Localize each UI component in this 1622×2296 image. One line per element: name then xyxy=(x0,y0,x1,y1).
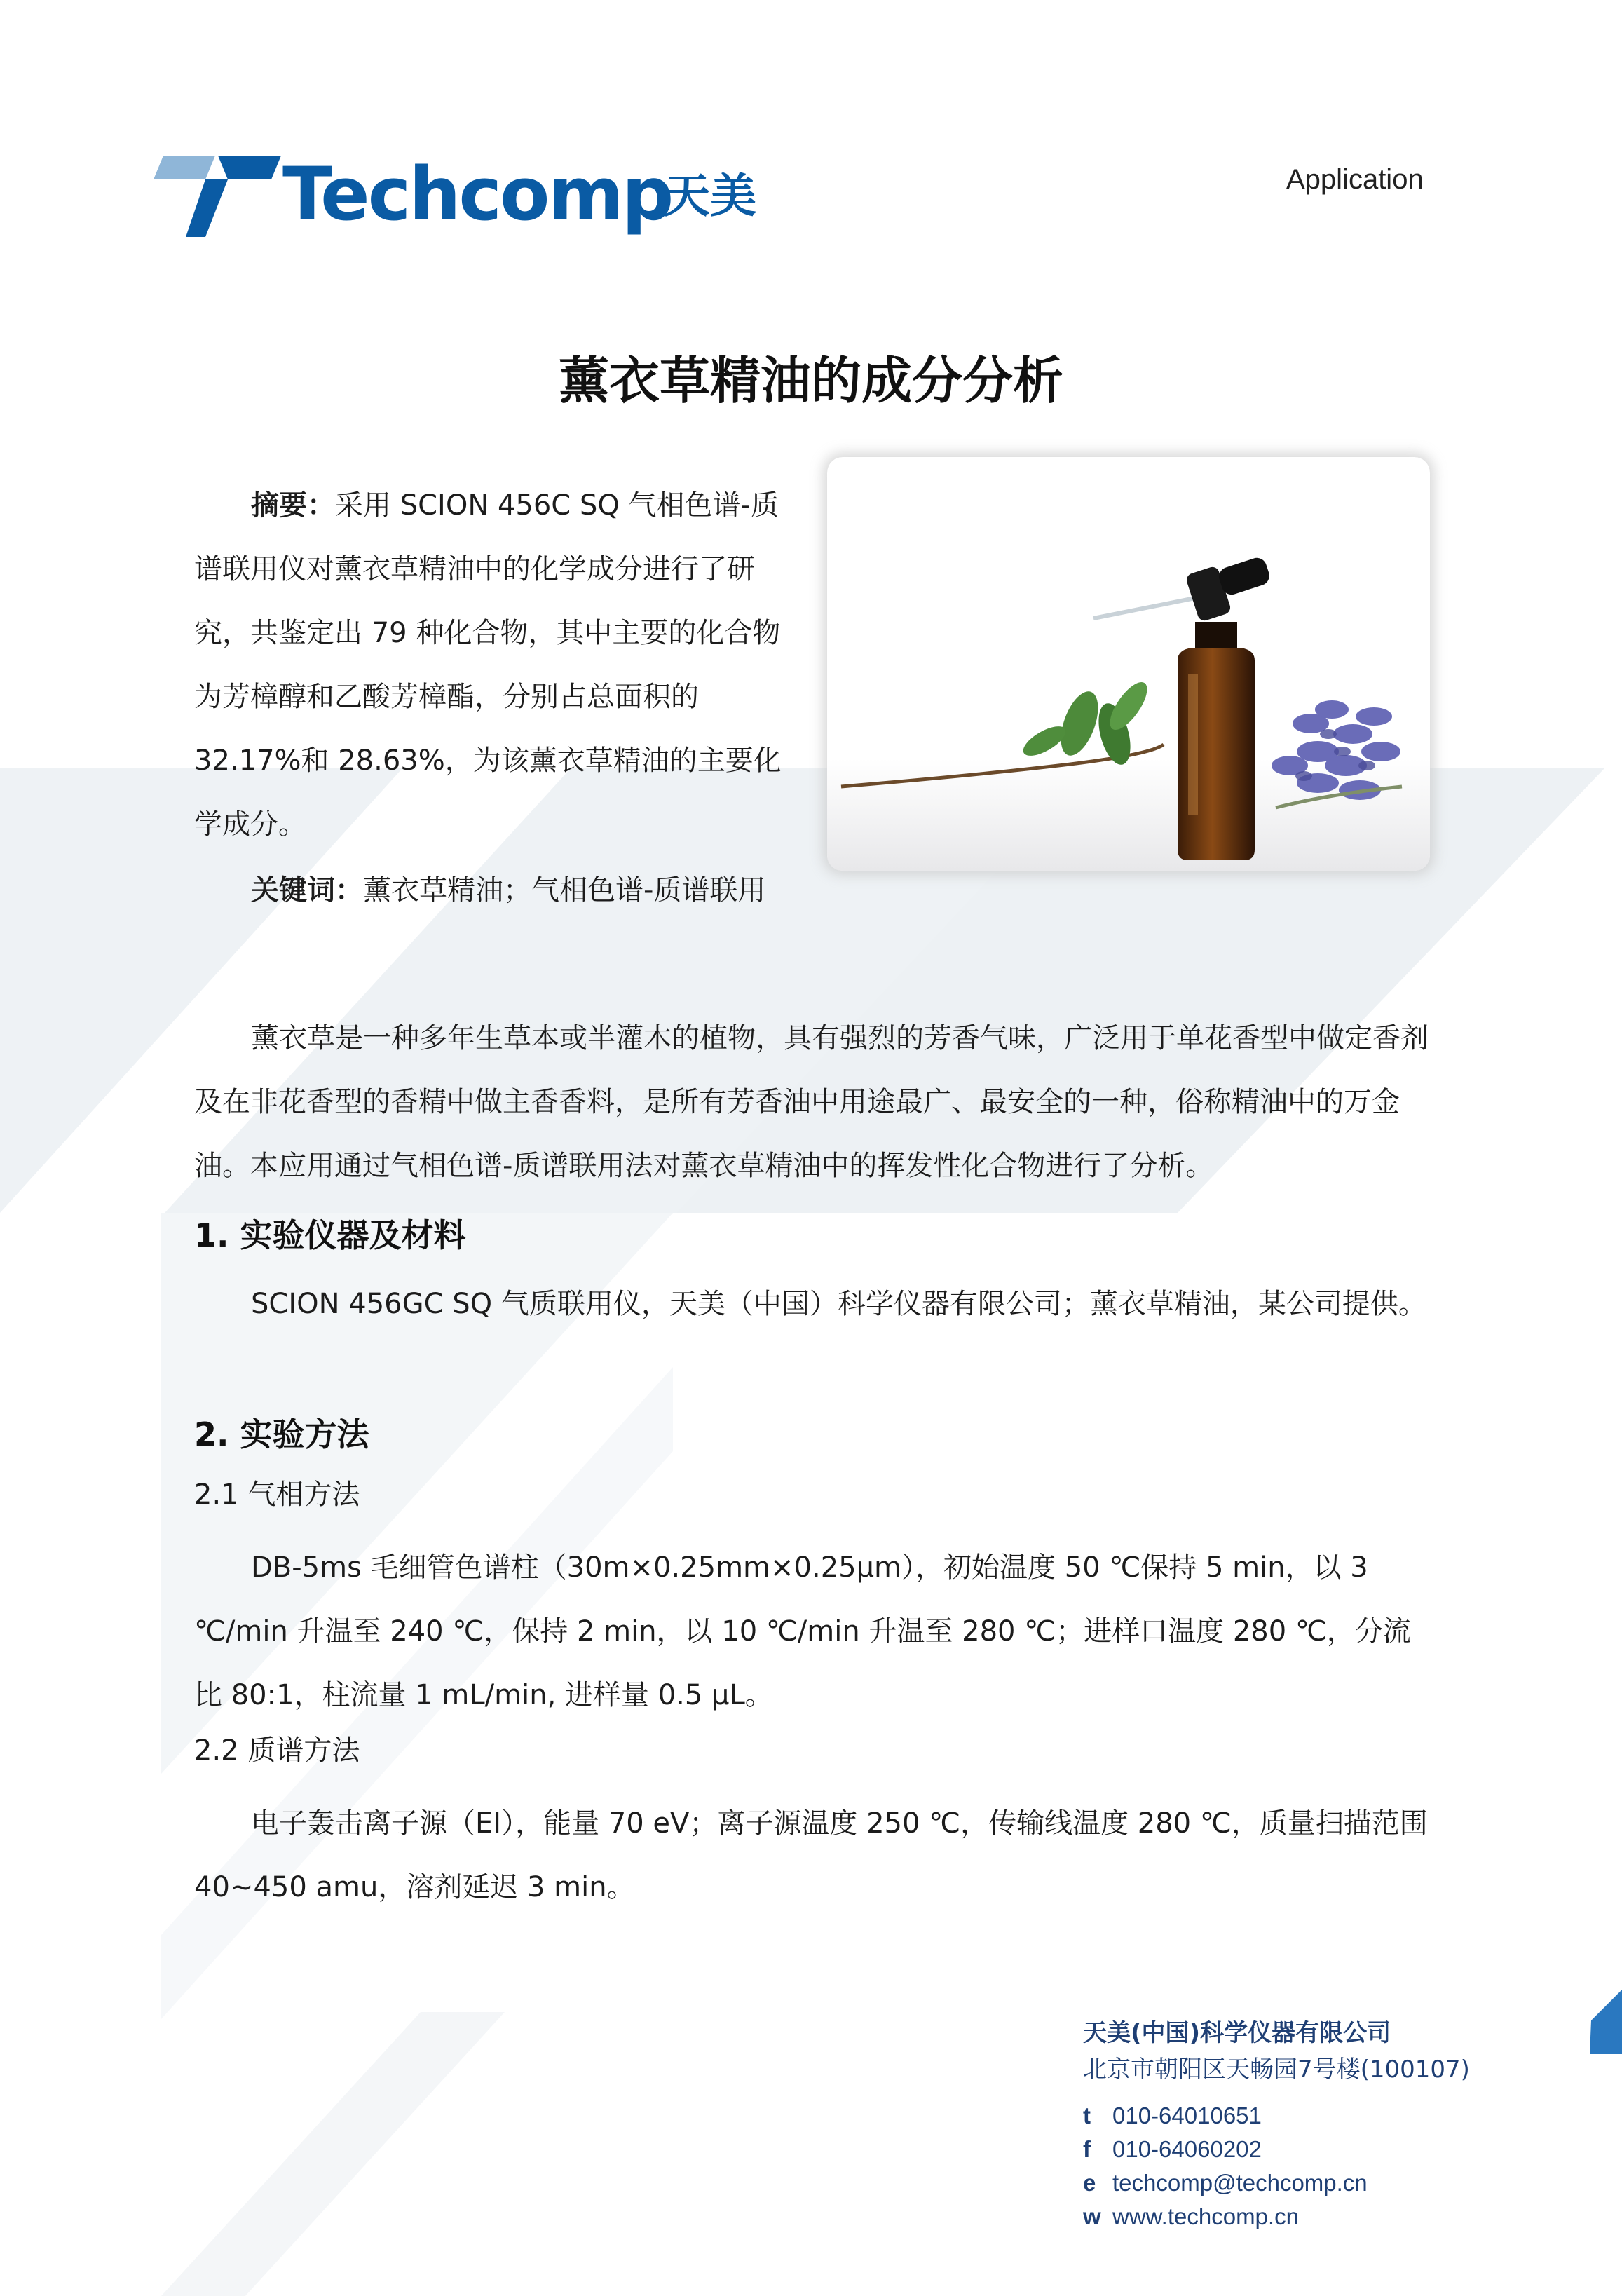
logo-wordmark: Techcomp xyxy=(282,151,672,237)
keywords-label: 关键词： xyxy=(251,874,363,906)
section2-heading: 2. 实验方法 xyxy=(194,1415,369,1453)
techcomp-logo xyxy=(151,147,768,245)
abstract-paragraph xyxy=(194,474,797,857)
contact-list xyxy=(1083,2099,1518,2234)
logo-chinese: 天美 xyxy=(664,169,756,223)
application-label: Application xyxy=(1286,164,1424,195)
keywords-text: 薰衣草精油；气相色谱-质谱联用 xyxy=(363,874,766,906)
essential-oil-bottle-lavender-photo-icon xyxy=(827,457,1430,871)
page-title: 薰衣草精油的成分分析 xyxy=(558,351,1063,410)
contact-key: t xyxy=(1083,2103,1091,2128)
contact-key: f xyxy=(1083,2136,1091,2162)
abstract-label: 摘要： xyxy=(251,489,335,522)
ms-method-subheading: 2.2 质谱方法 xyxy=(194,1734,360,1767)
section1-text: SCION 456GC SQ 气质联用仪，天美（中国）科学仪器有限公司；薰衣草精油，某公司提供。 xyxy=(251,1288,1426,1320)
logo-mark-icon xyxy=(151,147,291,238)
contact-key: e xyxy=(1083,2170,1096,2196)
section1-heading: 1. 实验仪器及材料 xyxy=(194,1216,466,1254)
contact-fax xyxy=(1083,2133,1518,2166)
abstract-text: 采用 SCION 456C SQ 气相色谱-质谱联用仪对薰衣草精油中的化学成分进行了研究，共鉴定出 79 种化合物，其中主要的化合物为芳樟醇和乙酸芳樟酯，分别占总面积的 32.17%和 28.63%，为该薰衣草精油的主要化学成分。 xyxy=(194,489,782,841)
contact-phone xyxy=(1083,2099,1518,2133)
contact-value[interactable]: www.techcomp.cn xyxy=(1112,2203,1299,2229)
contact-value[interactable]: techcomp@techcomp.cn xyxy=(1112,2170,1368,2196)
gc-method-subheading: 2.1 气相方法 xyxy=(194,1479,360,1511)
abstract-block xyxy=(194,474,797,857)
company-name: 天美(中国)科学仪器有限公司 xyxy=(1083,2019,1391,2047)
contact-value: 010-64010651 xyxy=(1112,2103,1262,2128)
essential-oil-photo xyxy=(827,457,1430,871)
contact-website[interactable] xyxy=(1083,2200,1518,2234)
contact-key: w xyxy=(1083,2203,1101,2229)
contact-email[interactable] xyxy=(1083,2166,1518,2200)
gc-method-text: DB-5ms 毛细管色谱柱（30m×0.25mm×0.25μm），初始温度 50 ℃保持 5 min，以 3 ℃/min 升温至 240 ℃，保持 2 min，以 10 ℃/min 升温至 280 ℃；进样口温度 280 ℃，分流比 80:1，柱流量 1 mL/min, 进样量 0.5 μL。 xyxy=(194,1551,1411,1711)
company-address: 北京市朝阳区天畅园7号楼(100107) xyxy=(1083,2056,1470,2084)
footer-contact xyxy=(1083,2016,1518,2234)
intro-paragraph: 薰衣草是一种多年生草本或半灌木的植物，具有强烈的芳香气味，广泛用于单花香型中做定香剂及在非花香型的香精中做主香香料，是所有芳香油中用途最广、最安全的一种，俗称精油中的万金油。本应用通过气相色谱-质谱联用法对薰衣草精油中的挥发性化合物进行了分析。 xyxy=(194,1022,1429,1182)
keywords-line xyxy=(194,859,825,923)
contact-value: 010-64060202 xyxy=(1112,2136,1262,2162)
ms-method-text: 电子轰击离子源（EI），能量 70 eV；离子源温度 250 ℃，传输线温度 280 ℃，质量扫描范围 40~450 amu，溶剂延迟 3 min。 xyxy=(194,1807,1428,1903)
